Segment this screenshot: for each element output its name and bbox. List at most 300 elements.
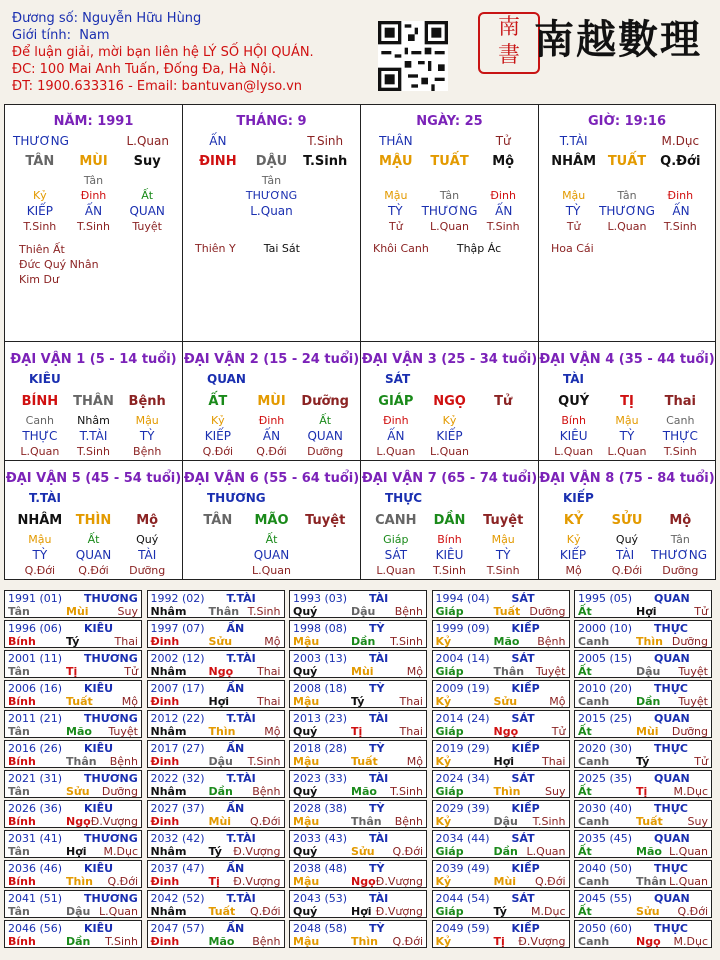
year-stem: Quý: [293, 905, 318, 918]
year-label: 1999 (09): [435, 622, 490, 635]
year-label: 2045 (55): [578, 892, 633, 905]
stem-branch: Mộ: [136, 512, 159, 528]
year-label: 2035 (45): [578, 832, 633, 845]
year-line-1: [150, 622, 245, 635]
year-stage: Thai: [257, 695, 281, 708]
year-label: 2004 (14): [435, 652, 490, 665]
life-stage-row: [361, 219, 538, 234]
dai-van-title: ĐẠI VẬN 4 (35 - 44 tuổi): [539, 352, 715, 367]
hidden-god-row: [183, 547, 360, 563]
year-god: KIÊU: [84, 742, 114, 755]
year-label: 2024 (34): [435, 772, 490, 785]
stem-branch: Dưỡng: [301, 393, 349, 409]
year-branch: Hợi: [66, 845, 87, 858]
stem-branch-row: [361, 149, 538, 173]
year-stage: Thai: [257, 665, 281, 678]
year-branch: Tý: [351, 695, 365, 708]
year-stage: M.Dục: [103, 845, 138, 858]
year-stem: Kỷ: [435, 815, 452, 828]
year-branch: Thân: [351, 815, 382, 828]
year-stage: Đ.Vượng: [90, 815, 138, 828]
hidden-stem: Ất: [87, 533, 100, 546]
year-label: 2013 (23): [293, 712, 348, 725]
year-stem: Đinh: [150, 875, 180, 888]
year-branch: Hợi: [208, 695, 230, 708]
year-stem: Tân: [8, 605, 30, 618]
life-stage-row: [361, 444, 538, 459]
year-stage: L.Quan: [669, 875, 708, 888]
year-cell: [289, 620, 427, 648]
stem-branch: Q.Đới: [660, 153, 701, 169]
stem-branch: ẤT: [208, 393, 228, 409]
year-stage: Tuyệt: [108, 725, 138, 738]
year-label: 2028 (38): [293, 802, 348, 815]
year-stem: Đinh: [150, 755, 180, 768]
year-cell: [147, 590, 285, 618]
ten-god: T.Sinh: [307, 134, 344, 148]
year-branch: Tị: [636, 785, 648, 798]
year-line-1: [8, 652, 138, 665]
hidden-stem-top: Tân: [261, 174, 282, 187]
year-cell: [289, 710, 427, 738]
year-branch: Dậu: [493, 815, 518, 828]
year-god: KIẾP: [511, 922, 540, 935]
year-label: 2001 (11): [8, 652, 63, 665]
year-god: KIÊU: [84, 682, 114, 695]
year-god: SÁT: [511, 772, 535, 785]
year-stem: Giáp: [435, 845, 464, 858]
life-stage: L.Quan: [430, 445, 469, 458]
year-stage: Q.Đới: [392, 935, 423, 948]
hidden-stem: Kỷ: [210, 414, 225, 427]
year-cell: [432, 680, 570, 708]
life-stage: Tuyệt: [132, 220, 162, 233]
year-stage: Mộ: [121, 695, 138, 708]
year-stem: Đinh: [150, 815, 180, 828]
year-god: ẤN: [226, 682, 245, 695]
life-stage-row: [539, 219, 715, 234]
year-stem: Nhâm: [150, 725, 187, 738]
year-label: 2025 (35): [578, 772, 633, 785]
hidden-god: THƯƠNG: [599, 204, 655, 218]
year-god: TỲ: [369, 682, 385, 695]
hidden-god: THỰC: [22, 429, 58, 443]
year-god: TÀI: [369, 892, 389, 905]
year-label: 2046 (56): [8, 922, 63, 935]
stem-branch: Tử: [494, 393, 513, 409]
year-stage: Mộ: [264, 725, 281, 738]
year-branch: Thân: [636, 875, 667, 888]
dai-van-god: SÁT: [385, 372, 411, 386]
year-label: 2040 (50): [578, 862, 633, 875]
year-line-1: [578, 652, 690, 665]
life-stage: T.Sinh: [663, 445, 697, 458]
year-god: TÀI: [369, 592, 389, 605]
dai-van-god: TÀI: [563, 372, 585, 386]
year-stage: Q.Đới: [107, 875, 138, 888]
year-stem: Giáp: [435, 665, 464, 678]
year-line-1: [435, 862, 540, 875]
dai-van-4: [538, 341, 716, 461]
year-god: THƯƠNG: [84, 592, 138, 605]
year-stem: Quý: [293, 785, 318, 798]
year-stage: Đ.Vượng: [375, 875, 423, 888]
year-cell: [289, 830, 427, 858]
year-cell: [4, 860, 142, 888]
year-stage: Q.Đới: [677, 905, 708, 918]
year-line-1: [293, 712, 389, 725]
year-branch: Thìn: [66, 875, 93, 888]
stem-branch: CANH: [375, 512, 417, 528]
year-branch: Tuất: [208, 905, 236, 918]
hidden-god-row: [5, 428, 182, 444]
year-branch: Tị: [66, 665, 78, 678]
hidden-stem: Giáp: [383, 533, 409, 546]
year-cell: [289, 770, 427, 798]
year-label: 2048 (58): [293, 922, 348, 935]
year-god: THƯƠNG: [84, 892, 138, 905]
hidden-god: QUAN: [75, 548, 112, 562]
year-stage: T.Sinh: [247, 755, 281, 768]
dai-van-1: [4, 341, 183, 461]
year-stem: Nhâm: [150, 665, 187, 678]
hidden-god-row: [361, 203, 538, 219]
year-god: KIẾP: [511, 742, 540, 755]
year-line-1: [293, 832, 389, 845]
life-stage: L.Quan: [252, 564, 291, 577]
year-line-1: [293, 922, 385, 935]
stem-branch-row: [539, 149, 715, 173]
year-stem: Nhâm: [150, 605, 187, 618]
year-god: KIÊU: [84, 802, 114, 815]
stem-branch: KỶ: [563, 512, 584, 528]
stem-branch-row: [5, 508, 182, 532]
year-cell: [574, 680, 712, 708]
year-god: TỲ: [369, 802, 385, 815]
gender: [12, 27, 314, 44]
year-stage: Dưỡng: [671, 725, 708, 738]
year-stage: M.Dục: [673, 935, 708, 948]
year-label: 2036 (46): [8, 862, 63, 875]
year-branch: Thìn: [208, 725, 236, 738]
year-stem: Mậu: [293, 875, 320, 888]
hidden-god: QUAN: [129, 204, 165, 218]
stem-branch: NGỌ: [433, 393, 466, 409]
hidden-stem: Kỷ: [32, 189, 47, 202]
hidden-god-row: [361, 428, 538, 444]
stem-branch: BÍNH: [21, 393, 59, 409]
stem-branch: SỬU: [611, 512, 643, 528]
life-stage-row: [183, 444, 360, 459]
year-line-1: [293, 802, 385, 815]
stem-branch: TUẤT: [430, 153, 469, 169]
year-stage: Q.Đới: [250, 905, 281, 918]
hidden-god: QUAN: [307, 429, 343, 443]
year-stage: Mộ: [264, 635, 281, 648]
year-line-1: [435, 772, 535, 785]
year-cell: [432, 620, 570, 648]
year-label: 2041 (51): [8, 892, 63, 905]
year-cell: [147, 920, 285, 948]
hidden-stem-row: [361, 188, 538, 203]
year-stage: T.Sinh: [532, 815, 566, 828]
dai-van-title: ĐẠI VẬN 8 (75 - 84 tuổi): [539, 471, 715, 486]
year-line-1: [150, 592, 256, 605]
year-god: T.TÀI: [226, 592, 256, 605]
year-god: THỰC: [654, 802, 688, 815]
dai-van-god: THỰC: [385, 491, 423, 505]
hidden-stem: Kỷ: [442, 414, 457, 427]
year-stem: Kỷ: [435, 635, 452, 648]
year-line-1: [150, 682, 245, 695]
ten-god-row: [183, 133, 360, 149]
hidden-stem: Nhâm: [77, 414, 110, 427]
year-label: 1996 (06): [8, 622, 63, 635]
year-label: 2016 (26): [8, 742, 63, 755]
year-label: 2011 (21): [8, 712, 63, 725]
year-label: 2014 (24): [435, 712, 490, 725]
year-line-1: [435, 712, 535, 725]
stem-branch: T.Sinh: [303, 153, 348, 169]
life-stage-row: [183, 219, 360, 234]
contact-invite: Để luận giải, mời bạn liên hệ LÝ SỐ HỘI QUÁN.: [12, 45, 314, 60]
hidden-stem: Mậu: [491, 533, 515, 546]
year-stage: T.Sinh: [247, 605, 281, 618]
year-line-1: [150, 802, 245, 815]
hidden-god: L.Quan: [250, 204, 293, 218]
year-god: ẤN: [226, 742, 245, 755]
star-notes: [361, 242, 538, 255]
stem-branch-row: [5, 389, 182, 413]
hidden-stem: Bính: [437, 533, 462, 546]
hidden-stem-row: [183, 413, 360, 428]
life-stage: Q.Đới: [611, 564, 643, 577]
year-stem: Canh: [578, 755, 610, 768]
year-label: 2049 (59): [435, 922, 490, 935]
year-branch: Dần: [351, 635, 376, 648]
year-branch: Thìn: [351, 935, 378, 948]
hidden-stem: Đinh: [383, 414, 409, 427]
year-stage: T.Sinh: [390, 785, 423, 798]
star-note: Thiên Y: [195, 242, 236, 255]
hidden-stem: Đinh: [490, 189, 516, 202]
year-stage: M.Dục: [531, 905, 566, 918]
year-line-1: [8, 922, 114, 935]
hidden-stem: Kỷ: [566, 533, 581, 546]
year-stem: Ất: [578, 605, 592, 618]
year-line-1: [150, 652, 256, 665]
hidden-god: TỲ: [139, 429, 155, 443]
year-line-1: [8, 892, 138, 905]
year-god: SÁT: [511, 652, 535, 665]
year-line-1: [293, 682, 385, 695]
year-branch: Hợi: [636, 605, 657, 618]
year-branch: Thân: [493, 665, 525, 678]
hidden-god: KIẾP: [204, 429, 231, 443]
hidden-god-row: [539, 428, 715, 444]
year-god: THỰC: [654, 742, 688, 755]
year-label: 1992 (02): [150, 592, 205, 605]
year-line-1: [435, 922, 540, 935]
year-god: THƯƠNG: [84, 712, 138, 725]
year-cell: [432, 890, 570, 918]
pillar-year: [4, 104, 183, 342]
year-cell: [147, 890, 285, 918]
year-stage: Q.Đới: [250, 815, 281, 828]
ten-god: THƯƠNG: [13, 134, 69, 148]
year-line-1: [150, 742, 245, 755]
year-stage: Đ.Vượng: [518, 935, 566, 948]
year-god: SÁT: [511, 892, 535, 905]
year-branch: Dần: [66, 935, 91, 948]
star-note: Khôi Canh: [373, 242, 429, 255]
life-stage: Bệnh: [133, 445, 162, 458]
year-branch: Tuất: [66, 695, 93, 708]
year-line-1: [8, 772, 138, 785]
hidden-stem-row: [361, 532, 538, 547]
year-line-1: [578, 742, 688, 755]
year-stem: Bính: [8, 635, 36, 648]
year-line-1: [435, 742, 540, 755]
year-label: 2009 (19): [435, 682, 490, 695]
life-stage: Tử: [388, 220, 403, 233]
year-stem: Ất: [578, 785, 592, 798]
year-stem: Canh: [578, 875, 610, 888]
year-god: TÀI: [369, 772, 389, 785]
year-stage: Tử: [694, 755, 708, 768]
year-cell: [4, 710, 142, 738]
dai-van-title: ĐẠI VẬN 1 (5 - 14 tuổi): [10, 352, 177, 367]
stem-branch: Bệnh: [128, 393, 166, 409]
year-stem: Kỷ: [435, 875, 452, 888]
year-stem: Đinh: [150, 935, 180, 948]
ten-god: M.Dục: [661, 134, 700, 148]
hidden-stem: Đinh: [80, 189, 107, 202]
year-line-1: [435, 682, 540, 695]
hidden-god: TỲ: [619, 429, 635, 443]
year-stage: L.Quan: [669, 845, 708, 858]
hidden-stem: Ất: [319, 414, 332, 427]
year-god: KIẾP: [511, 802, 540, 815]
year-label: 1994 (04): [435, 592, 490, 605]
life-stage: T.Sinh: [486, 564, 520, 577]
year-cell: [147, 710, 285, 738]
year-label: 2023 (33): [293, 772, 348, 785]
life-stage-row: [539, 444, 715, 459]
year-cell: [432, 710, 570, 738]
year-cell: [432, 650, 570, 678]
year-label: 2037 (47): [150, 862, 205, 875]
stem-branch: Mộ: [492, 153, 515, 169]
hidden-god: THƯƠNG: [421, 204, 478, 218]
year-stem: Quý: [293, 725, 318, 738]
year-branch: Dậu: [208, 755, 233, 768]
year-branch: Tý: [66, 635, 80, 648]
year-stage: Đ.Vượng: [375, 905, 423, 918]
year-stem: Tân: [8, 665, 30, 678]
life-stage-row: [5, 444, 182, 459]
stem-branch-row: [5, 149, 182, 173]
year-god: THƯƠNG: [84, 652, 138, 665]
year-label: 2021 (31): [8, 772, 63, 785]
year-line-1: [578, 832, 690, 845]
year-label: 2018 (28): [293, 742, 348, 755]
year-cell: [4, 800, 142, 828]
year-stage: Bệnh: [394, 605, 423, 618]
dai-van-title: ĐẠI VẬN 3 (25 - 34 tuổi): [361, 352, 538, 367]
year-branch: Sửu: [493, 695, 518, 708]
year-cell: [4, 830, 142, 858]
year-branch: Ngọ: [208, 665, 234, 678]
year-stem: Kỷ: [435, 755, 452, 768]
year-line-1: [578, 712, 690, 725]
year-cell: [4, 920, 142, 948]
stem-branch-row: [539, 508, 715, 532]
hidden-god: KIẾP: [559, 548, 587, 562]
ten-god: Tử: [495, 134, 511, 148]
year-branch: Mùi: [351, 665, 374, 678]
year-label: 2000 (10): [578, 622, 633, 635]
year-line-1: [150, 712, 256, 725]
life-stage: T.Sinh: [77, 445, 110, 458]
year-stage: Bệnh: [394, 815, 423, 828]
star-note: Tai Sát: [263, 242, 300, 255]
hidden-stem-top-row: [5, 173, 182, 188]
year-god: KIẾP: [511, 622, 540, 635]
year-god: QUAN: [654, 712, 690, 725]
year-cell: [289, 740, 427, 768]
stem-branch: TUẤT: [607, 153, 647, 169]
hidden-stem-row: [539, 188, 715, 203]
year-god: TÀI: [369, 652, 389, 665]
year-label: 1991 (01): [8, 592, 63, 605]
year-line-1: [150, 772, 256, 785]
year-stem: Tân: [8, 785, 30, 798]
year-cell: [4, 590, 142, 618]
year-cell: [147, 770, 285, 798]
year-stem: Bính: [8, 935, 36, 948]
year-line-1: [8, 622, 114, 635]
life-stage: Q.Đới: [202, 445, 234, 458]
year-stem: Bính: [8, 815, 36, 828]
hidden-stem: Mậu: [562, 189, 586, 202]
hidden-god: TỲ: [387, 204, 403, 218]
stem-branch-row: [183, 508, 360, 532]
hidden-god: KIÊU: [559, 429, 588, 443]
year-cell: [147, 680, 285, 708]
year-branch: Mùi: [493, 875, 517, 888]
year-stage: Tuyệt: [535, 665, 566, 678]
pillar-title: NGÀY: 25: [416, 114, 483, 129]
year-label: 2006 (16): [8, 682, 63, 695]
year-stem: Kỷ: [435, 935, 452, 948]
year-god: SÁT: [511, 592, 535, 605]
life-stage-row: [5, 563, 182, 578]
star-note: Kim Dư: [19, 273, 59, 286]
year-cell: [574, 860, 712, 888]
ten-god: L.Quan: [126, 134, 169, 148]
ten-god-row: [5, 133, 182, 149]
stem-branch: Tuyệt: [483, 512, 524, 528]
dai-van-god: KIẾP: [563, 491, 594, 505]
year-branch: Mão: [208, 935, 235, 948]
year-line-1: [435, 592, 535, 605]
year-stem: Mậu: [293, 635, 320, 648]
year-god: T.TÀI: [226, 832, 256, 845]
pillar-day: [360, 104, 539, 342]
ten-god-row: [361, 133, 538, 149]
year-stage: M.Dục: [673, 785, 708, 798]
